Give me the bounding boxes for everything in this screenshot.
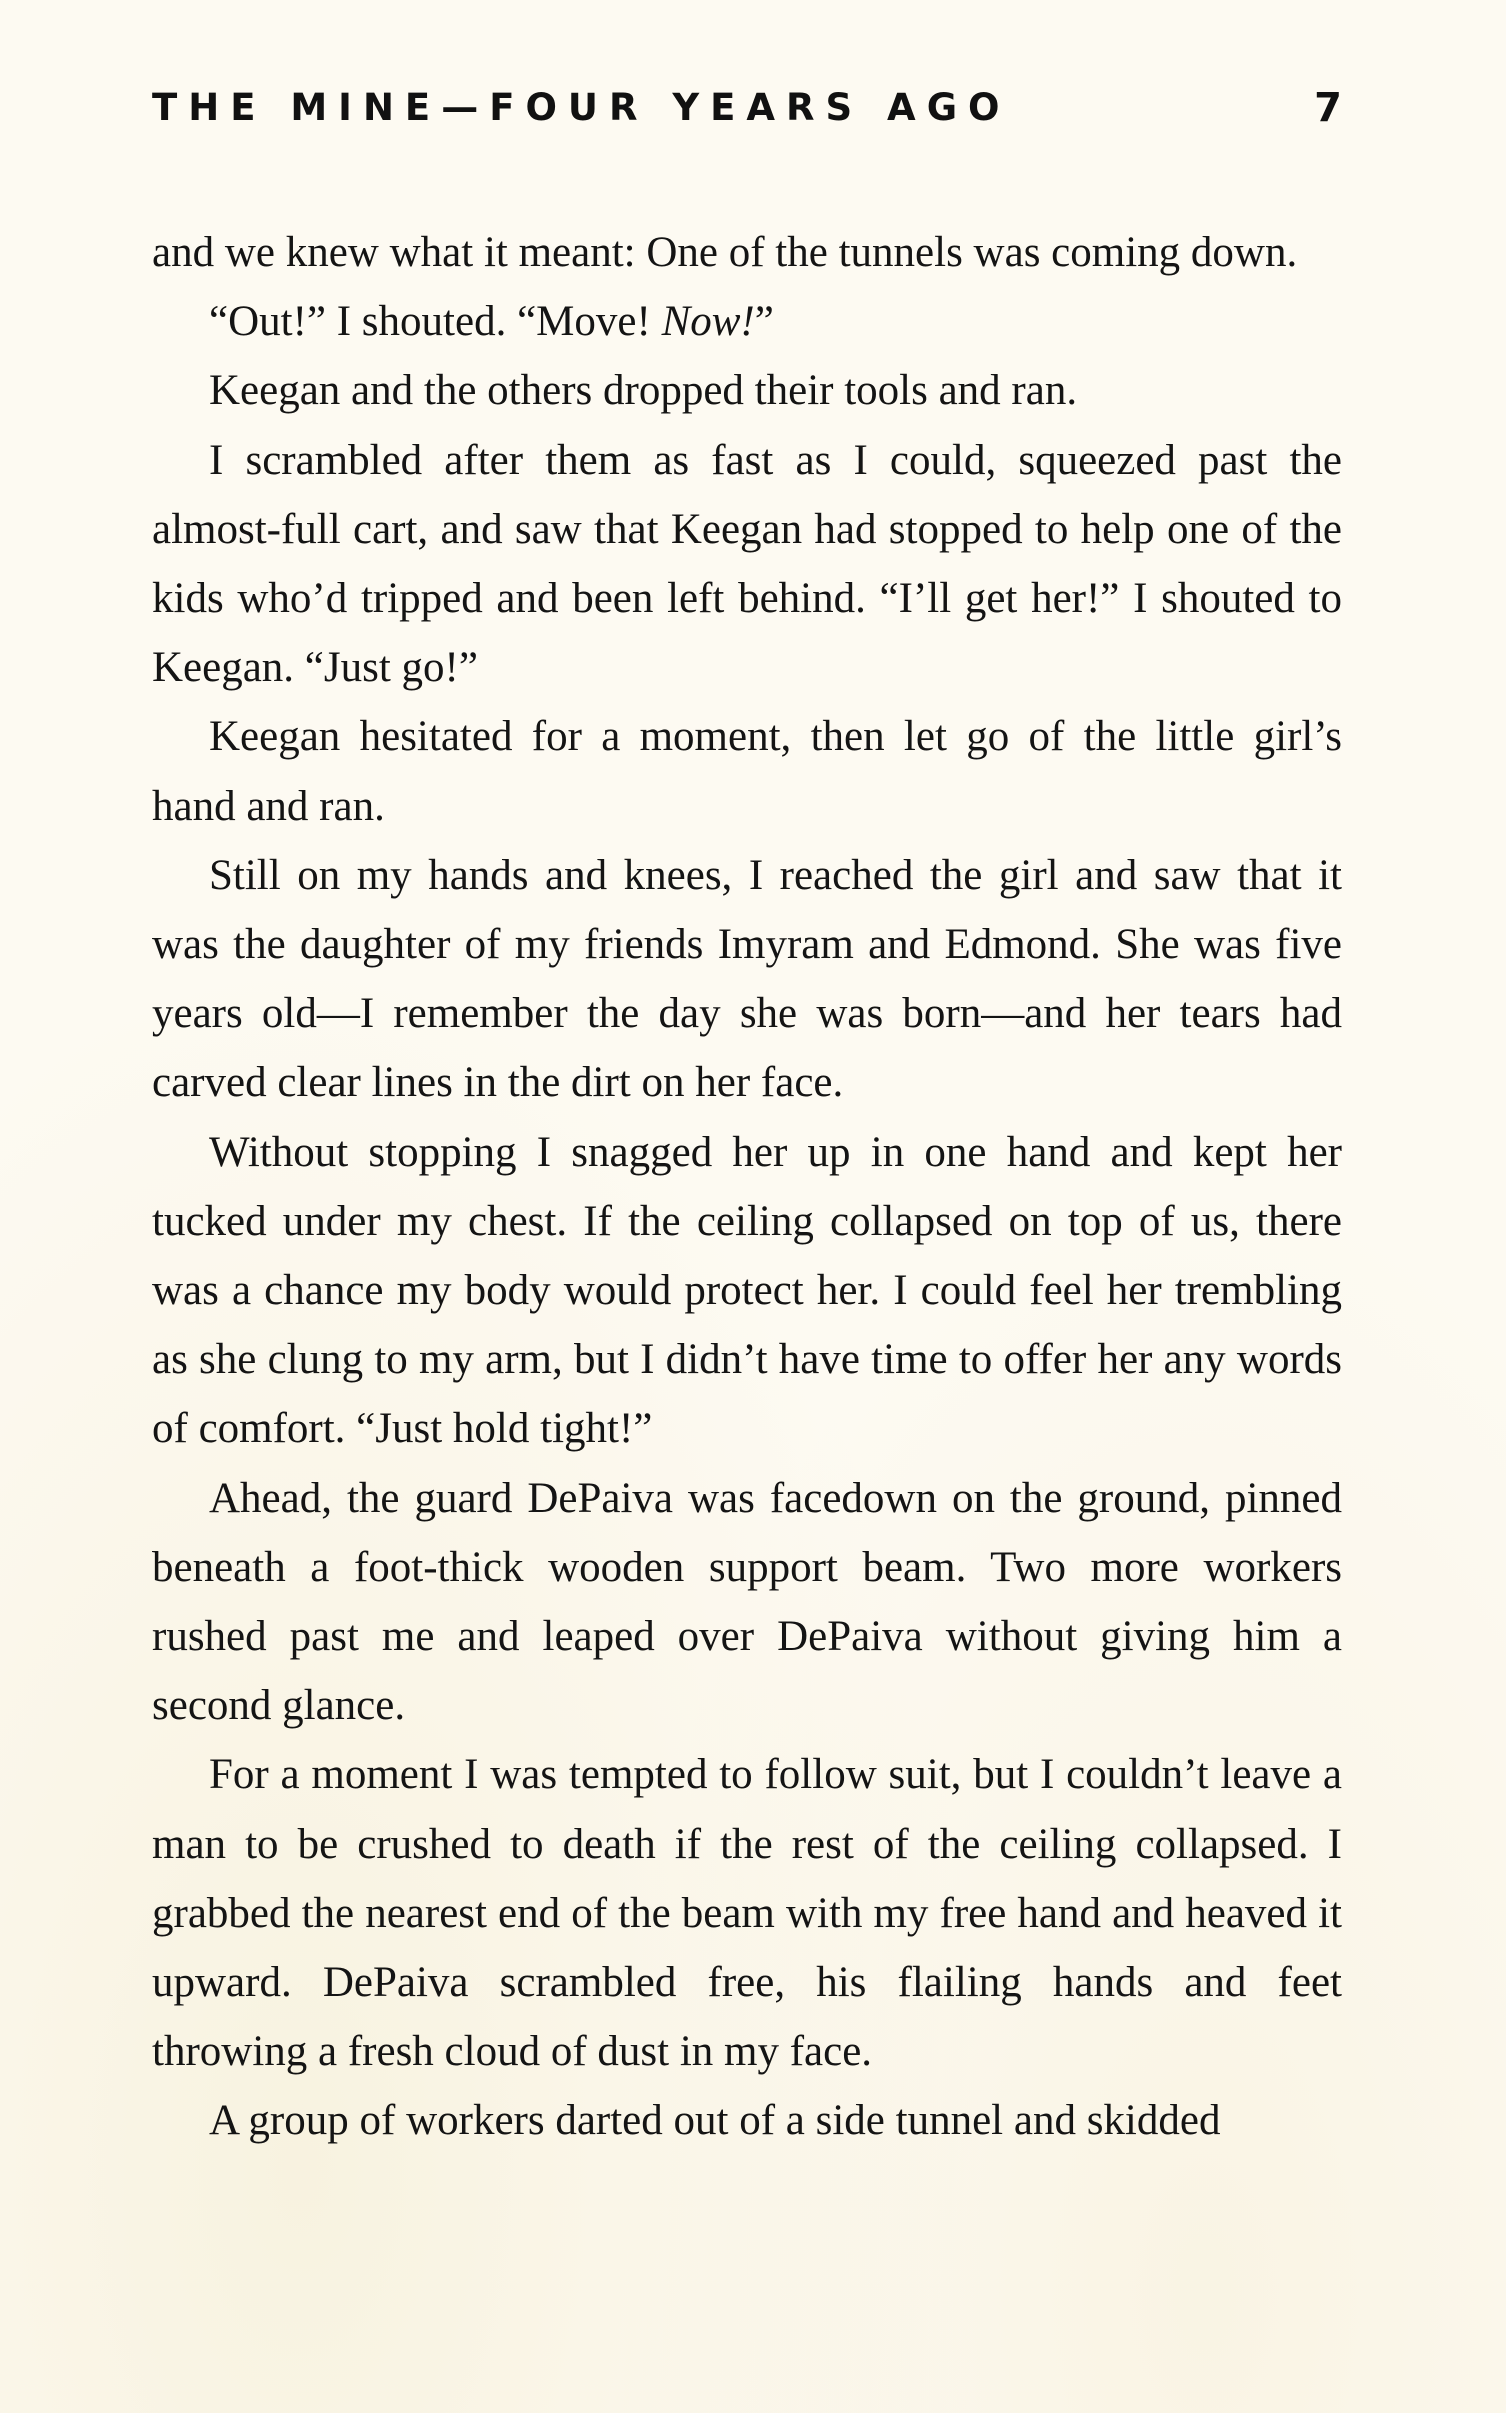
paragraph: and we knew what it meant: One of the tunnels was coming down.: [152, 229, 1298, 276]
page-number: 7: [1314, 85, 1342, 131]
body-text: [152, 218, 1342, 2156]
paragraph: For a moment I was tempted to follow suit, but I couldn’t leave a man to be crushed to death if the rest of the ceiling collapsed. I grabbed the nearest end of the beam with my free hand and heaved it upward. DePaiva scrambled free, his flailing hands and feet throwing a fresh cloud of dust in my face.: [152, 1751, 1342, 2076]
running-head: [152, 80, 1342, 136]
closing-quote: ”: [754, 298, 774, 346]
italic-emphasis: Now!: [661, 298, 755, 346]
paragraph: Keegan hesitated for a moment, then let go of the little girl’s hand and ran.: [152, 713, 1342, 830]
paragraph-text: “Out!” I shouted. “Move!: [209, 298, 662, 346]
paragraph: Without stopping I snagged her up in one hand and kept her tucked under my chest. If the ceiling collapsed on top of us, there was a chance my body would protect her. I could feel her trembling as she clung to my arm, but I didn’t have time to offer her any words of comfort. “Just hold tight!”: [152, 1128, 1342, 1453]
running-title: THE MINE—FOUR YEARS AGO: [152, 86, 1011, 129]
paragraph: Still on my hands and knees, I reached the girl and saw that it was the daughter of my friends Imyram and Edmond. She was five years old—I remember the day she was born—and her tears had carved clear lines in the dirt on her face.: [152, 851, 1342, 1107]
paragraph: Keegan and the others dropped their tools and ran.: [209, 367, 1078, 415]
paragraph: Ahead, the guard DePaiva was facedown on the ground, pinned beneath a foot-thick wooden support beam. Two more workers rushed past me and leaped over DePaiva without giving him a second glance.: [152, 1474, 1342, 1730]
paragraph: I scrambled after them as fast as I could, squeezed past the almost-full cart, and saw that Keegan had stopped to help one of the kids who’d tripped and been left behind. “I’ll get her!” I shouted to Keegan. “Just go!”: [152, 436, 1342, 692]
paragraph: [152, 287, 1342, 356]
paragraph: A group of workers darted out of a side tunnel and skidded: [209, 2097, 1221, 2145]
